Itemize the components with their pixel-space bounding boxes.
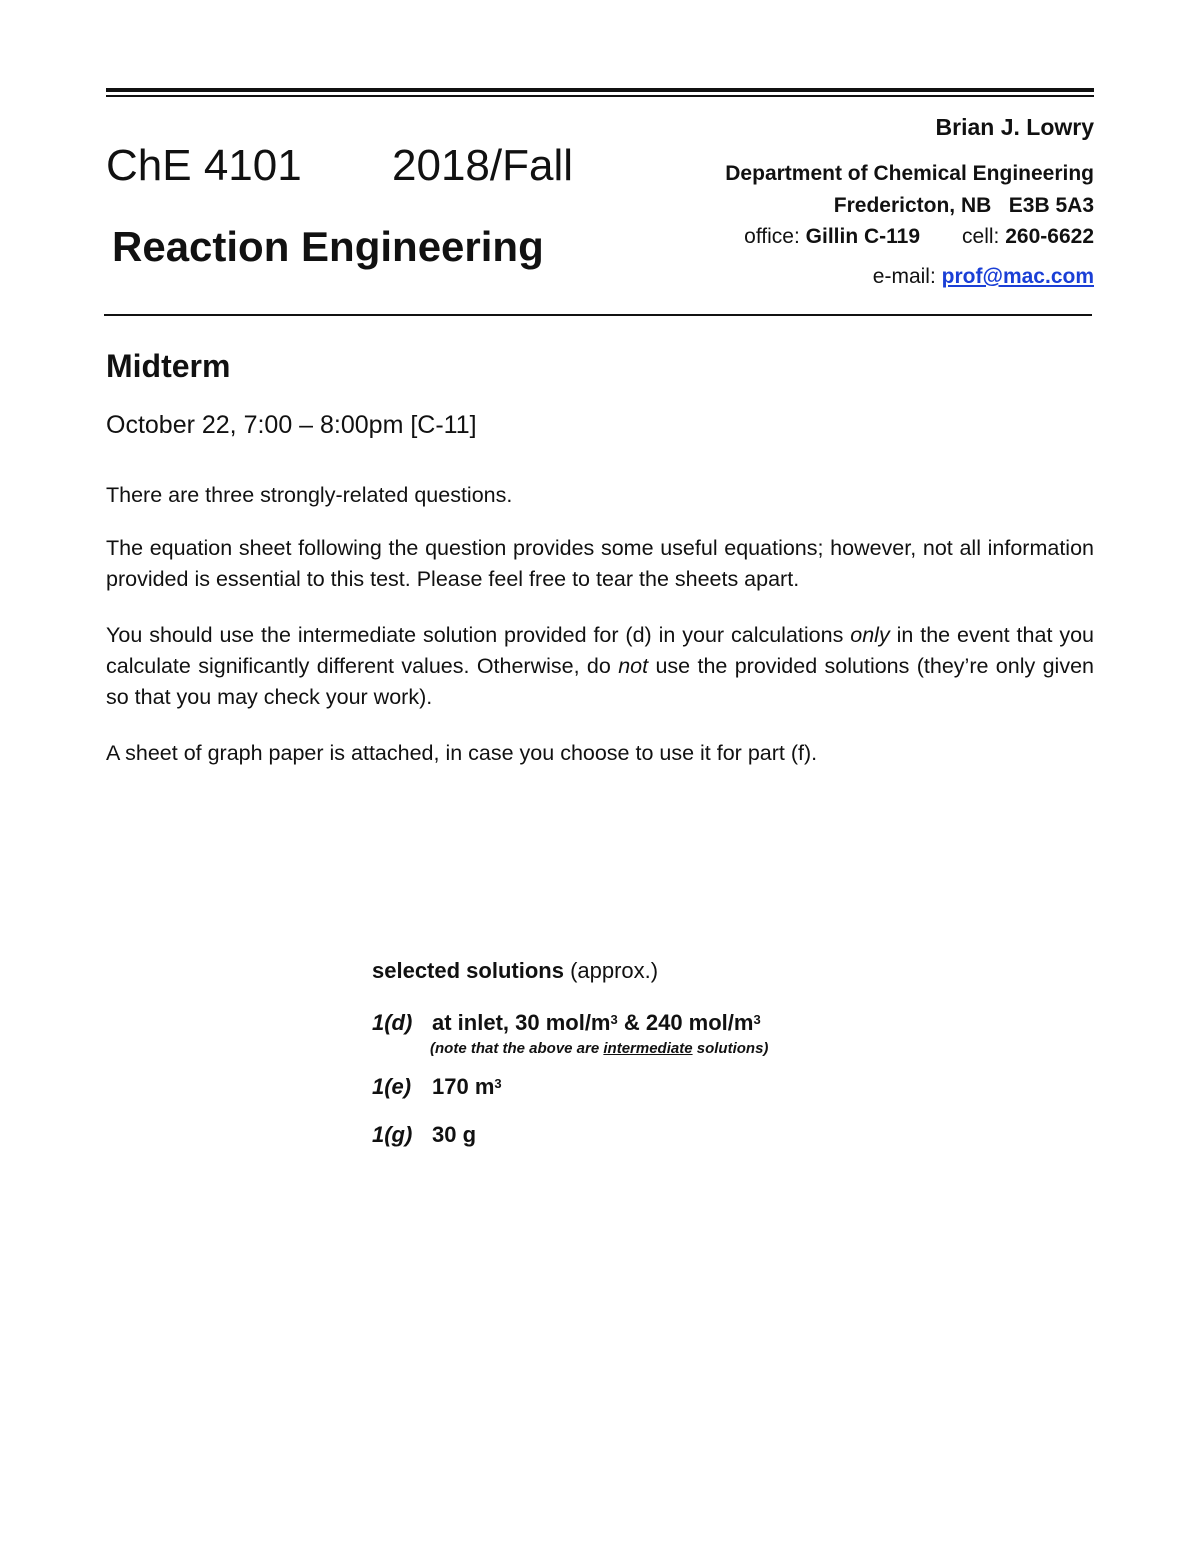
p3-text-a: You should use the intermediate solution provided for (d) in your calculations (106, 623, 851, 647)
exam-date: October 22, 7:00 – 8:00pm [C-11] (106, 411, 477, 439)
solution-note: (note that the above are intermediate solutions) (430, 1040, 769, 1057)
instructor-name: Brian J. Lowry (935, 114, 1094, 140)
header-divider (104, 314, 1092, 316)
solution-1g-key: 1(g) (372, 1122, 413, 1147)
solutions-heading-bold: selected solutions (372, 958, 564, 983)
office-label: office: (744, 225, 800, 248)
address: Fredericton, NB E3B 5A3 (833, 194, 1094, 217)
email-label: e-mail: (872, 265, 936, 288)
instruction-paragraph-3 (106, 620, 1094, 713)
top-rule-thin (106, 95, 1094, 97)
solution-1g (372, 1122, 476, 1148)
instruction-paragraph-1: There are three strongly-related questions. (106, 483, 513, 507)
department: Department of Chemical Engineering (725, 162, 1094, 185)
solution-1d (372, 1010, 761, 1036)
phone-line (744, 225, 1094, 249)
solution-1g-value: 30 g (432, 1122, 477, 1147)
instruction-paragraph-4: A sheet of graph paper is attached, in case you choose to use it for part (f). (106, 741, 818, 765)
exam-title: Midterm (106, 348, 231, 384)
p3-text-b: in the event that you calculate significantly different values. Otherwise, do (106, 623, 1094, 678)
course-title: Reaction Engineering (112, 223, 544, 270)
top-rule-thick (106, 88, 1094, 92)
instruction-paragraph-2: The equation sheet following the question provides some useful equations; however, not all information provided is essential to this test. Please feel free to tear the sheets apart. (106, 536, 1094, 591)
p3-text-c: use the provided solutions (they’re only given so that you may check your work). (106, 654, 1094, 709)
solution-1e (372, 1074, 502, 1100)
course-term: 2018/Fall (392, 141, 574, 190)
p3-emphasis-only: only (850, 623, 890, 647)
email-line (873, 265, 1094, 289)
cell-value: 260-6622 (1005, 225, 1094, 248)
cell-label: cell: (962, 225, 1000, 248)
note-underlined: intermediate (603, 1040, 693, 1057)
solution-1d-key: 1(d) (372, 1010, 413, 1035)
course-code: ChE 4101 (106, 141, 302, 190)
solutions-heading-rest: (approx.) (563, 958, 659, 983)
p3-emphasis-not: not (618, 654, 649, 678)
solution-1d-value: at inlet, 30 mol/$m^3$ & 240 mol/$m^3$ (432, 1010, 761, 1035)
office-value: Gillin C-119 (805, 225, 921, 248)
email-link[interactable]: prof@mac.com (941, 265, 1094, 288)
solutions-heading (372, 958, 658, 984)
solution-1e-key: 1(e) (372, 1074, 412, 1099)
solution-1e-value: 170 $m^3$ (432, 1074, 502, 1099)
